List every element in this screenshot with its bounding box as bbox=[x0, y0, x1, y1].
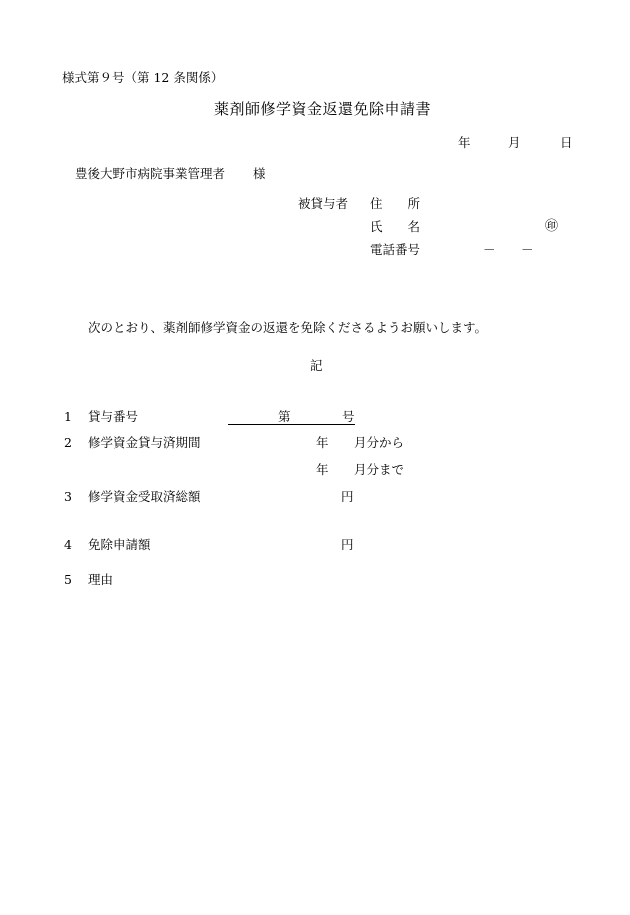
form-number: 様式第９号（第 12 条関係） bbox=[62, 70, 224, 85]
applicant-phone-label: 電話番号 bbox=[370, 242, 421, 257]
item-2-label: 修学資金貸与済期間 bbox=[88, 435, 201, 450]
seal-mark: ㊞ bbox=[545, 219, 559, 234]
item-2-from-year: 年 bbox=[316, 435, 329, 450]
item-3-label: 修学資金受取済総額 bbox=[88, 489, 201, 504]
item-1-number: 1 bbox=[64, 409, 72, 424]
item-2-from-rest: 月分から bbox=[354, 435, 405, 450]
item-3-unit: 円 bbox=[341, 489, 354, 504]
addressee-honorific: 様 bbox=[253, 166, 266, 181]
loan-number-underline bbox=[228, 424, 355, 425]
item-4-unit: 円 bbox=[341, 537, 354, 552]
phone-dash-2: － bbox=[521, 242, 534, 257]
item-2-to-rest: 月分まで bbox=[354, 462, 405, 477]
applicant-address-label: 住 所 bbox=[370, 196, 421, 211]
item-5-label: 理由 bbox=[88, 572, 114, 587]
phone-dash-1: － bbox=[483, 242, 496, 257]
item-2-to-year: 年 bbox=[316, 462, 329, 477]
addressee-name: 豊後大野市病院事業管理者 bbox=[75, 166, 226, 181]
applicant-name-label: 氏 名 bbox=[370, 219, 421, 234]
item-2-number: 2 bbox=[64, 435, 72, 450]
item-4-number: 4 bbox=[64, 537, 72, 552]
page-title: 薬剤師修学資金返還免除申請書 bbox=[214, 100, 432, 118]
item-5-number: 5 bbox=[64, 572, 72, 587]
item-1-label: 貸与番号 bbox=[88, 409, 139, 424]
item-3-number: 3 bbox=[64, 489, 72, 504]
ki-heading: 記 bbox=[310, 358, 323, 373]
date-year-label: 年 bbox=[458, 135, 471, 150]
item-1-suffix: 号 bbox=[342, 409, 355, 424]
body-text: 次のとおり、薬剤師修学資金の返還を免除くださるようお願いします。 bbox=[88, 320, 488, 335]
item-1-prefix: 第 bbox=[278, 409, 291, 424]
date-day-label: 日 bbox=[560, 135, 573, 150]
item-4-label: 免除申請額 bbox=[88, 537, 151, 552]
date-month-label: 月 bbox=[508, 135, 521, 150]
applicant-role-label: 被貸与者 bbox=[298, 196, 349, 211]
